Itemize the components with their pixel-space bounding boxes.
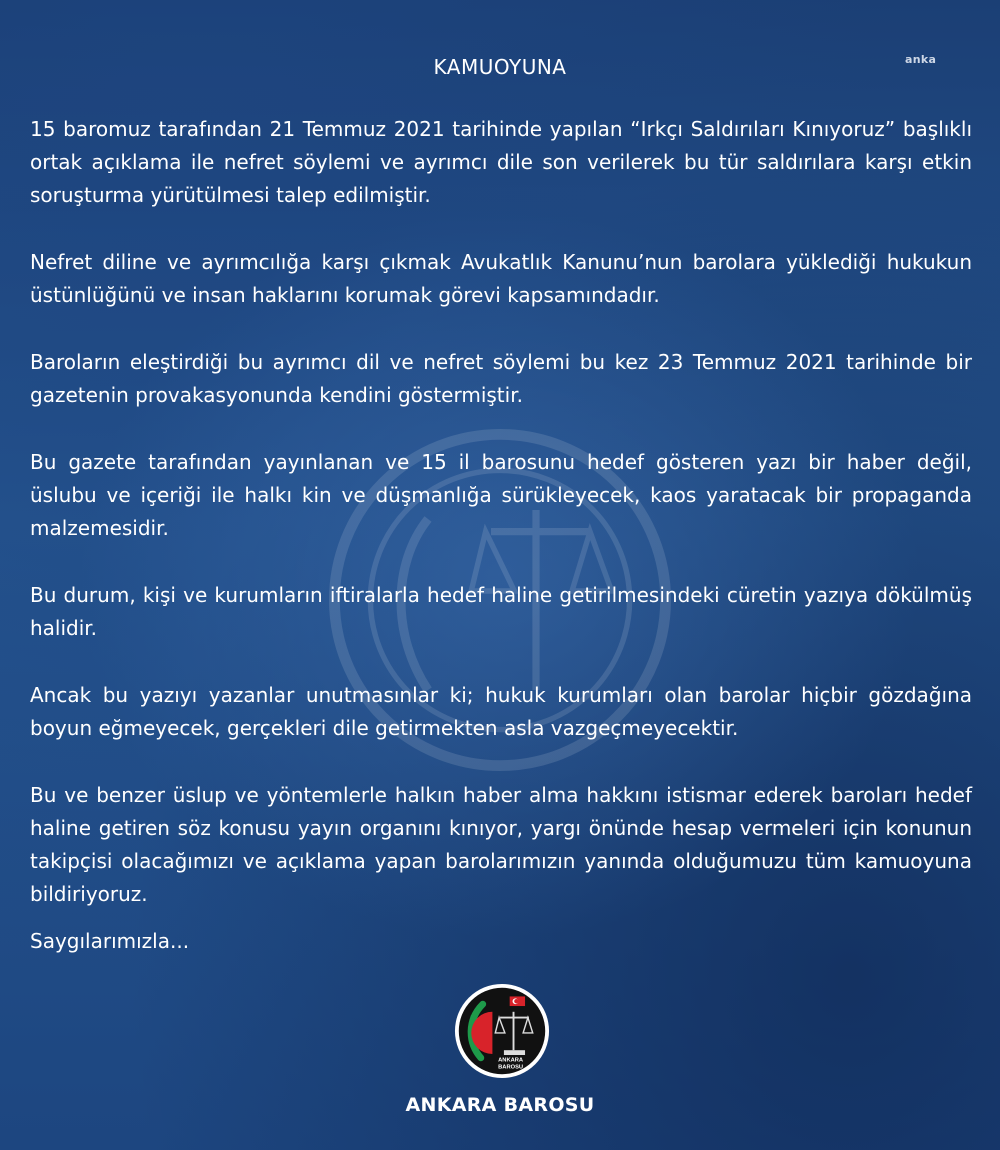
- svg-text:BAROSU: BAROSU: [498, 1064, 524, 1071]
- paragraph: Bu gazete tarafından yayınlanan ve 15 il barosunu hedef gösteren yazı bir haber değil, üslubu ve içeriği ile halkı kin ve düşmanlığa sürükleyecek, kaos yaratacak bir propaganda malzemesidir.: [30, 450, 972, 540]
- paragraph: Baroların eleştirdiği bu ayrımcı dil ve nefret söylemi bu kez 23 Temmuz 2021 tarihinde bir gazetenin provakasyonunda kendini göstermiştir.: [30, 350, 972, 407]
- organization-name: ANKARA BAROSU: [405, 1094, 595, 1116]
- paragraph: Ancak bu yazıyı yazanlar unutmasınlar ki; hukuk kurumları olan barolar hiçbir gözdağına boyun eğmeyecek, gerçekleri dile getirmekten asla vazgeçmeyecektir.: [30, 683, 972, 740]
- paragraph: 15 baromuz tarafından 21 Temmuz 2021 tarihinde yapılan “Irkçı Saldırıları Kınıyoruz” başlıklı ortak açıklama ile nefret söylemi ve ayrımcı dile son verilerek bu tür saldırılara karşı etkin soruşturma yürütülmesi talep edilmiştir.: [30, 117, 972, 207]
- svg-text:ANKARA: ANKARA: [498, 1057, 524, 1064]
- statement-body: [30, 113, 972, 945]
- paragraph: Bu durum, kişi ve kurumların iftiralarla hedef haline getirilmesindeki cüretin yazıya dökülmüş halidir.: [30, 583, 972, 640]
- agency-watermark: anka: [905, 53, 937, 66]
- page-title: KAMUOYUNA: [433, 55, 567, 79]
- paragraph: Bu ve benzer üslup ve yöntemlerle halkın haber alma hakkını istismar ederek baroları hedef haline getiren söz konusu yayın organını kınıyor, yargı önünde hesap vermeleri için konunun takipçisi olacağımızı ve açıklama yapan barolarımızın yanında olduğumuzu tüm kamuoyuna bildiriyoruz.: [30, 783, 972, 906]
- bar-association-logo: [454, 983, 550, 1079]
- paragraph: Nefret diline ve ayrımcılığa karşı çıkmak Avukatlık Kanunu’nun barolara yüklediği hukukun üstünlüğünü ve insan haklarını korumak görevi kapsamındadır.: [30, 250, 972, 307]
- closing-salutation: Saygılarımızla...: [30, 929, 190, 953]
